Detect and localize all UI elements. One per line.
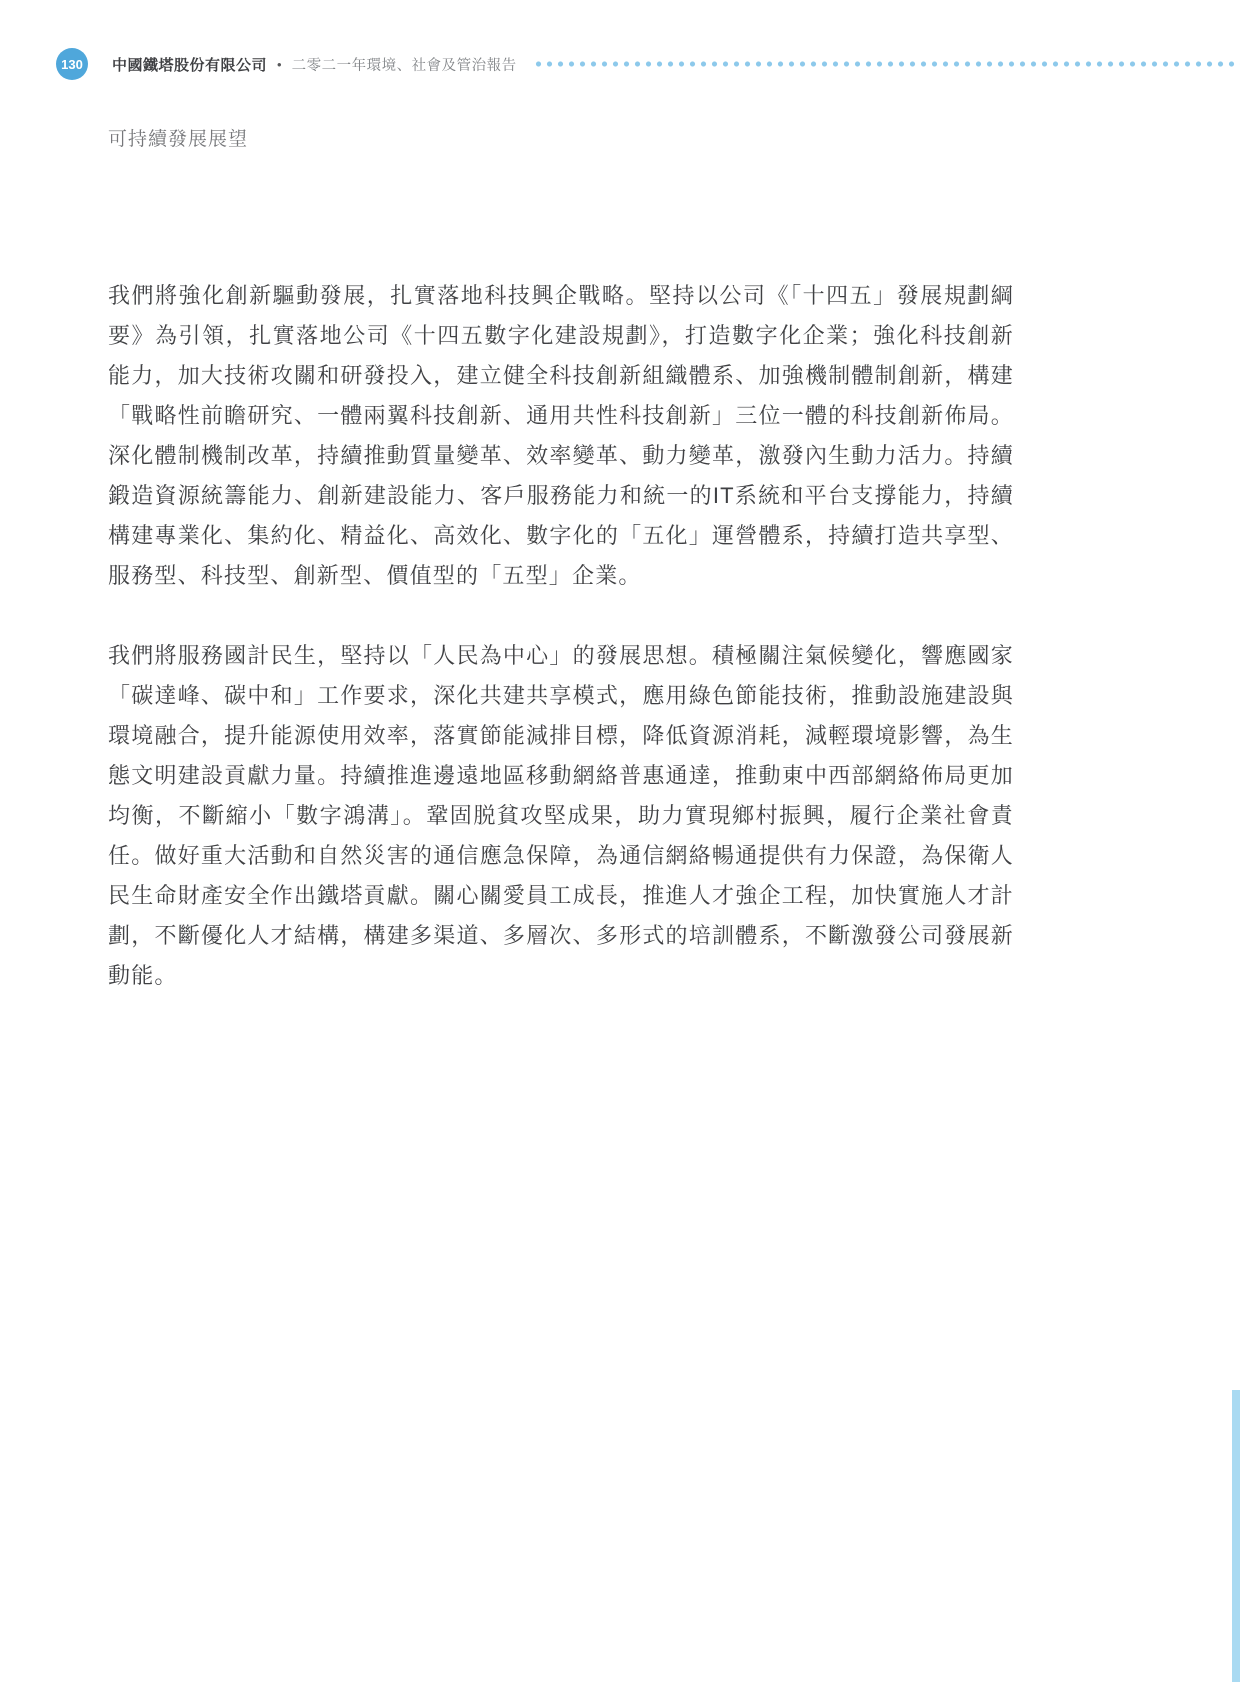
section-title: 可持續發展展望: [108, 129, 249, 150]
header-separator-bullet: •: [277, 56, 282, 72]
paragraph-people-livelihood: 我們將服務國計民生，堅持以「人民為中心」的發展思想。積極關注氣候變化，響應國家「碳達峰、碳中和」工作要求，深化共建共享模式，應用綠色節能技術，推動設施建設與環境融合，提升能源使用效率，落實節能減排目標，降低資源消耗，減輕環境影響，為生態文明建設貢獻力量。持續推進邊遠地區移動網絡普惠通達，推動東中西部網絡佈局更加均衡，不斷縮小「數字鴻溝」。鞏固脱貧攻堅成果，助力實現鄉村振興，履行企業社會責任。做好重大活動和自然災害的通信應急保障，為通信網絡暢通提供有力保證，為保衛人民生命財產安全作出鐵塔貢獻。關心關愛員工成長，推進人才強企工程，加快實施人才計劃，不斷優化人才結構，構建多渠道、多層次、多形式的培訓體系，不斷激發公司發展新動能。: [108, 643, 1014, 988]
page-header: [56, 48, 1240, 80]
header-report-title: 二零二一年環境、社會及管治報告: [291, 57, 517, 74]
dotted-leader-line: [533, 60, 1240, 68]
header-company-name: 中國鐵塔股份有限公司: [112, 56, 268, 74]
paragraph-innovation-strategy: 我們將強化創新驅動發展，扎實落地科技興企戰略。堅持以公司《「十四五」發展規劃綱要》為引領，扎實落地公司《十四五數字化建設規劃》，打造數字化企業；強化科技創新能力，加大技術攻關和研發投入，建立健全科技創新組織體系、加強機制體制創新，構建「戰略性前瞻研究、一體兩翼科技創新、通用共性科技創新」三位一體的科技創新佈局。深化體制機制改革，持續推動質量變革、效率變革、動力變革，激發內生動力活力。持續鍛造資源統籌能力、創新建設能力、客戶服務能力和統一的IT系統和平台支撐能力，持續構建專業化、集約化、精益化、高效化、數字化的「五化」運營體系，持續打造共享型、服務型、科技型、創新型、價值型的「五型」企業。: [108, 283, 1014, 588]
body-text-block: [108, 276, 1014, 996]
page-number-badge: 130: [56, 48, 88, 80]
page-edge-tab: [1232, 1390, 1240, 1682]
